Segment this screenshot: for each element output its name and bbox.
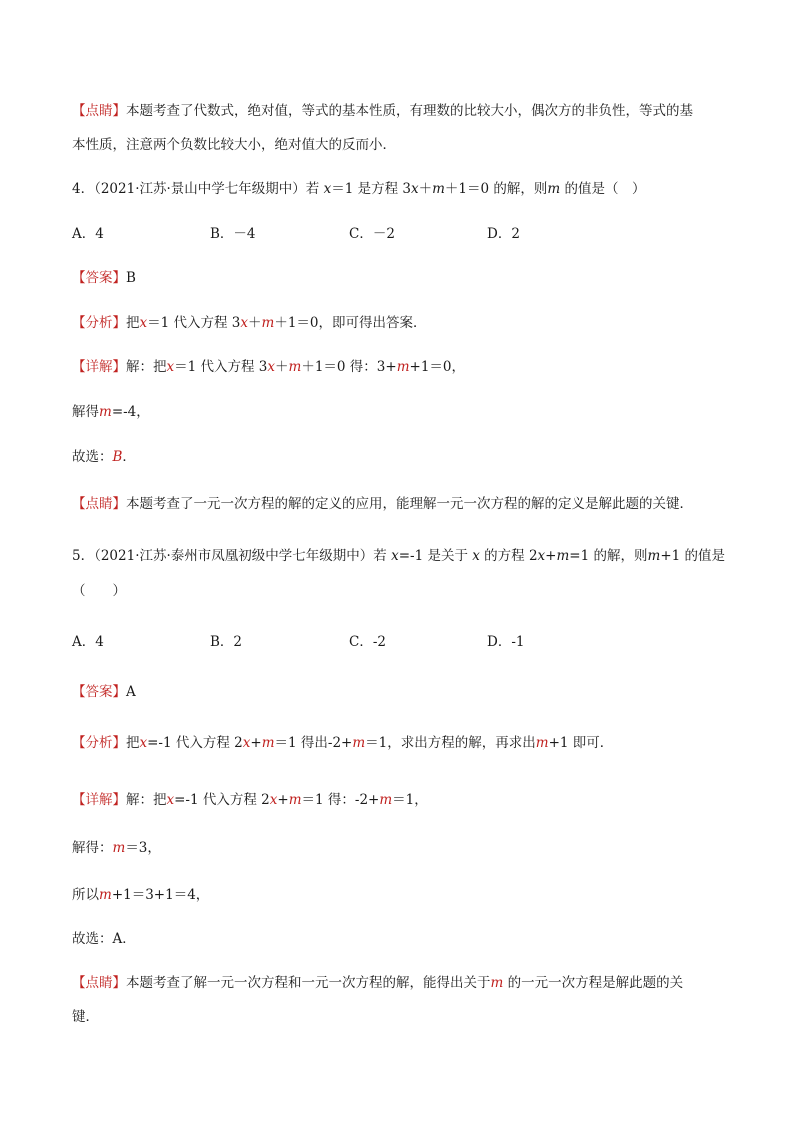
q5-option-b: B．2 bbox=[210, 634, 243, 650]
q5-answer: 【答案】A bbox=[72, 684, 136, 700]
q5-solve: 解得：m＝3， bbox=[72, 840, 161, 856]
q5-choose: 故选：A． bbox=[72, 931, 136, 947]
prev-comment-line-2: 本性质，注意两个负数比较大小，绝对值大的反而小． bbox=[72, 137, 396, 153]
q4-option-a: A．4 bbox=[72, 226, 104, 242]
answer-tag: 【答案】 bbox=[72, 684, 126, 700]
comment-tag: 【点睛】 bbox=[72, 975, 126, 991]
prev-comment-line-1: 【点睛】本题考查了代数式，绝对值，等式的基本性质，有理数的比较大小，偶次方的非负性，等式的基 bbox=[72, 103, 693, 119]
q5-option-a: A．4 bbox=[72, 634, 104, 650]
q5-option-c: C．-2 bbox=[349, 634, 386, 650]
answer-tag: 【答案】 bbox=[72, 270, 126, 286]
detail-tag: 【详解】 bbox=[72, 359, 126, 375]
q4-option-b: B．－4 bbox=[210, 226, 256, 242]
q4-stem: 4．（2021·江苏·景山中学七年级期中）若 x＝1 是方程 3x＋m＋1＝0 的解，则m 的值是（ ） bbox=[72, 181, 646, 197]
q4-solve: 解得m=-4， bbox=[72, 404, 150, 420]
q4-comment: 【点睛】本题考查了一元一次方程的解的定义的应用，能理解一元一次方程的解的定义是解此题的关键． bbox=[72, 496, 693, 512]
q5-comment: 【点睛】本题考查了解一元一次方程和一元一次方程的解，能得出关于m 的一元一次方程是解此题的关 bbox=[72, 975, 684, 991]
q5-analysis: 【分析】把x=-1 代入方程 2x+m＝1 得出-2+m＝1，求出方程的解，再求出m+1 即可． bbox=[72, 735, 614, 751]
q5-option-d: D．-1 bbox=[487, 634, 525, 650]
comment-tag: 【点睛】 bbox=[72, 103, 126, 119]
q4-option-d: D．2 bbox=[487, 226, 520, 242]
q5-comment-line-2: 键． bbox=[72, 1009, 99, 1025]
q5-detail: 【详解】解：把x=-1 代入方程 2x+m＝1 得：-2+m＝1， bbox=[72, 792, 428, 808]
analysis-tag: 【分析】 bbox=[72, 735, 126, 751]
q5-so: 所以m+1＝3+1＝4， bbox=[72, 887, 210, 903]
q5-stem: 5．（2021·江苏·泰州市凤凰初级中学七年级期中）若 x=-1 是关于 x 的方程 2x+m=1 的解，则m+1 的值是 bbox=[72, 548, 726, 564]
q4-detail: 【详解】解：把x＝1 代入方程 3x＋m＋1＝0 得：3+m+1＝0， bbox=[72, 359, 466, 375]
q4-analysis: 【分析】把x＝1 代入方程 3x＋m＋1＝0，即可得出答案． bbox=[72, 315, 427, 331]
q5-stem-line-2: （ ） bbox=[72, 583, 126, 599]
analysis-tag: 【分析】 bbox=[72, 315, 126, 331]
q4-answer: 【答案】B bbox=[72, 270, 136, 286]
detail-tag: 【详解】 bbox=[72, 792, 126, 808]
q4-choose: 故选：B． bbox=[72, 449, 136, 465]
q4-option-c: C．－2 bbox=[349, 226, 395, 242]
comment-tag: 【点睛】 bbox=[72, 496, 126, 512]
